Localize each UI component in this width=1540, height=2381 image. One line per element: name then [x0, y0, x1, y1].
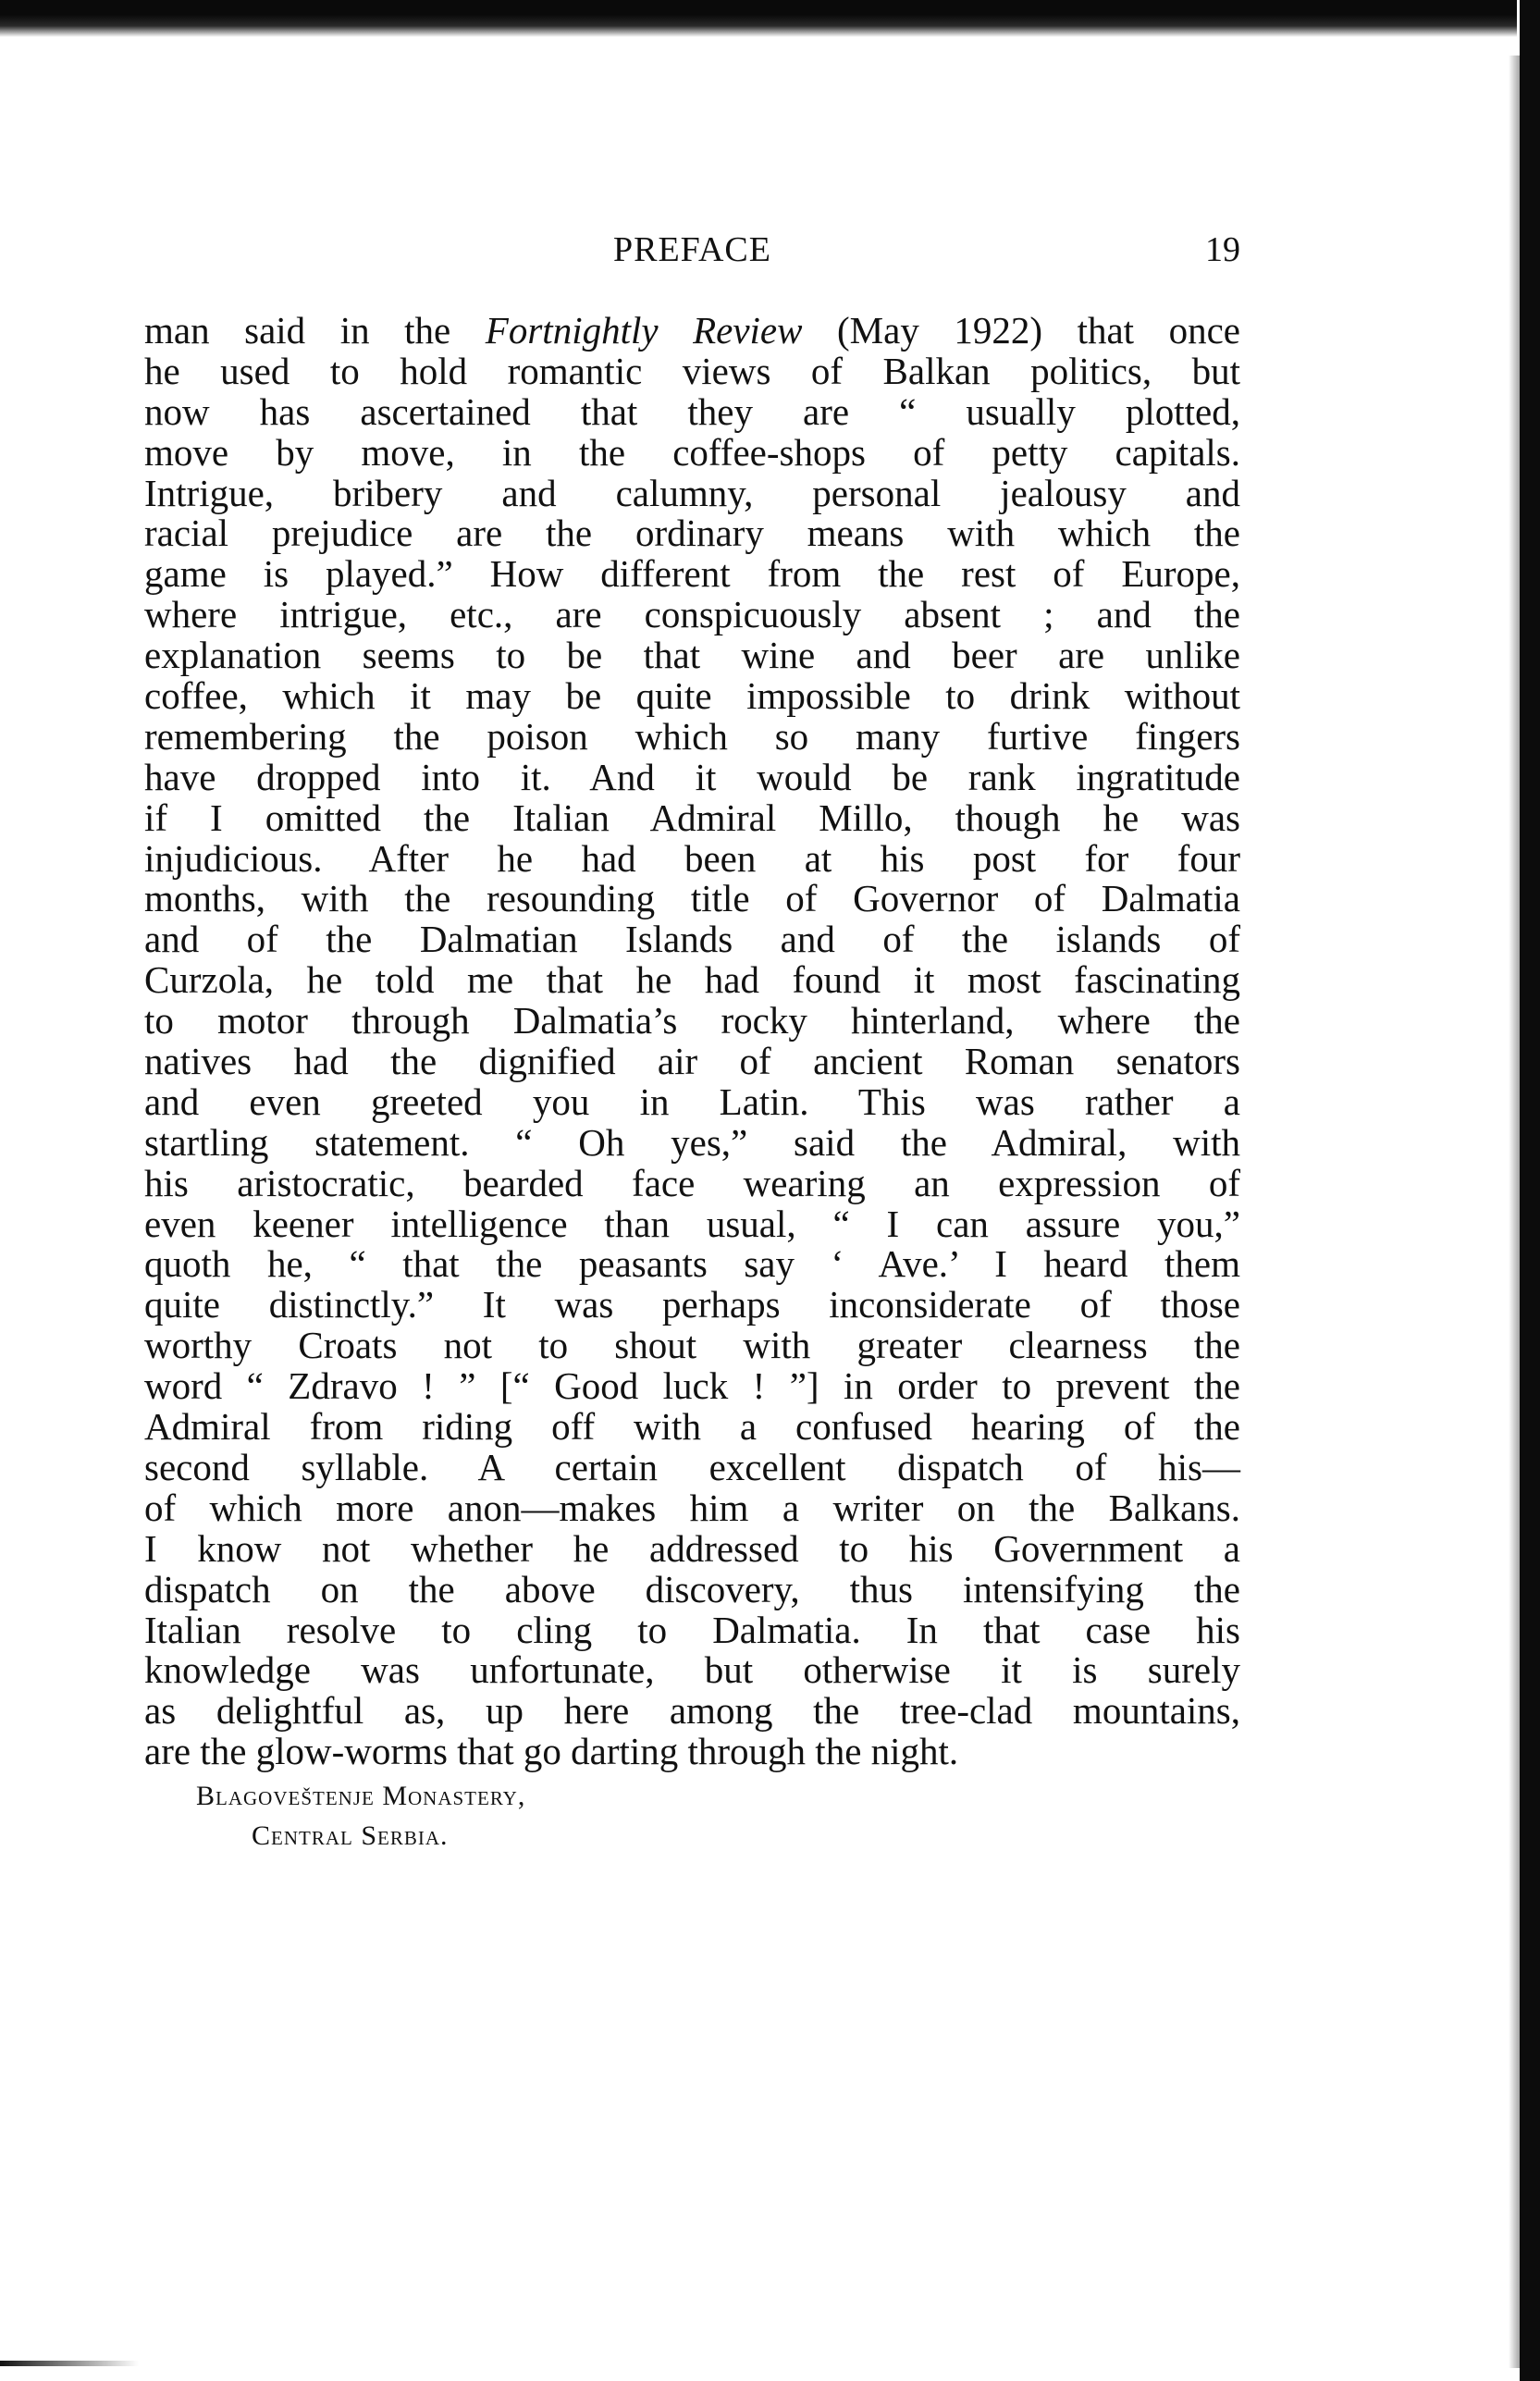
text-line: remembering the poison which so many furtive fingers [144, 714, 1240, 758]
text-line: move by move, in the coffee-shops of petty capitals. [144, 430, 1240, 474]
text-line: if I omitted the Italian Admiral Millo, though he was [144, 796, 1240, 839]
scan-gutter-shadow [1509, 56, 1520, 2368]
text-line: and even greeted you in Latin. This was rather a [144, 1079, 1240, 1123]
page-heading: PREFACE [612, 230, 771, 269]
text-line: are the glow-worms that go darting through the night. [144, 1730, 959, 1773]
text-line: as delightful as, up here among the tree-clad mountains, [144, 1689, 1240, 1733]
text-line: second syllable. A certain excellent dispatch of his— [144, 1445, 1240, 1488]
text-line: months, with the resounding title of Governor of Dalmatia [144, 877, 1240, 920]
text-line: of which more anon—makes him a writer on the Balkans. [144, 1486, 1240, 1529]
text-line: startling statement. “ Oh yes,” said the Admiral, with [144, 1120, 1240, 1164]
text-line: word “ Zdravo ! ” [“ Good luck ! ”] in order to prevent the [144, 1364, 1240, 1408]
text-line: man said in the Fortnightly Review (May 1922) that once [144, 309, 1240, 352]
text-line: dispatch on the above discovery, thus intensifying the [144, 1567, 1240, 1610]
text-line: worthy Croats not to shout with greater clearness the [144, 1324, 1240, 1367]
signature-place: Blagoveštenje Monastery, [196, 1781, 526, 1811]
text-line: coffee, which it may be quite impossible to drink without [144, 674, 1240, 718]
text-line: knowledge was unfortunate, but otherwise it is surely [144, 1648, 1240, 1692]
body-paragraph [144, 311, 1240, 1772]
signature-block [196, 1776, 525, 1856]
text-line: Admiral from riding off with a confused hearing of the [144, 1405, 1240, 1449]
text-line: to motor through Dalmatia’s rocky hinterland, where the [144, 999, 1240, 1042]
text-line: racial prejudice are the ordinary means with which the [144, 512, 1240, 555]
text-line: he used to hold romantic views of Balkan politics, but [144, 349, 1240, 392]
page-number: 19 [1205, 230, 1240, 269]
scan-right-edge [1520, 0, 1540, 2381]
text-line: quoth he, “ that the peasants say ‘ Ave.’ I heard them [144, 1242, 1240, 1286]
text-line: quite distinctly.” It was perhaps inconsiderate of those [144, 1283, 1240, 1326]
text-line: natives had the dignified air of ancient Roman senators [144, 1040, 1240, 1083]
text-line: Curzola, he told me that he had found it most fascinating [144, 958, 1240, 1002]
signature-region: Central Serbia. [252, 1820, 449, 1851]
text-line: where intrigue, etc., are conspicuously absent ; and the [144, 593, 1240, 636]
text-line: Intrigue, bribery and calumny, personal jealousy and [144, 471, 1240, 514]
text-line: Italian resolve to cling to Dalmatia. In that case his [144, 1608, 1240, 1651]
text-line: explanation seems to be that wine and beer are unlike [144, 634, 1240, 677]
text-line: even keener intelligence than usual, “ I can assure you,” [144, 1202, 1240, 1245]
text-line: now has ascertained that they are “ usually plotted, [144, 389, 1240, 433]
text-line: have dropped into it. And it would be rank ingratitude [144, 755, 1240, 798]
text-line: I know not whether he addressed to his Government a [144, 1526, 1240, 1570]
scan-top-edge [0, 0, 1517, 37]
text-line: and of the Dalmatian Islands and of the islands of [144, 918, 1240, 961]
running-head [144, 229, 1240, 276]
scan-bottom-mark [0, 2361, 139, 2366]
text-line: game is played.” How different from the rest of Europe, [144, 552, 1240, 596]
text-line: injudicious. After he had been at his post for four [144, 836, 1240, 880]
text-line: his aristocratic, bearded face wearing an expression of [144, 1161, 1240, 1204]
